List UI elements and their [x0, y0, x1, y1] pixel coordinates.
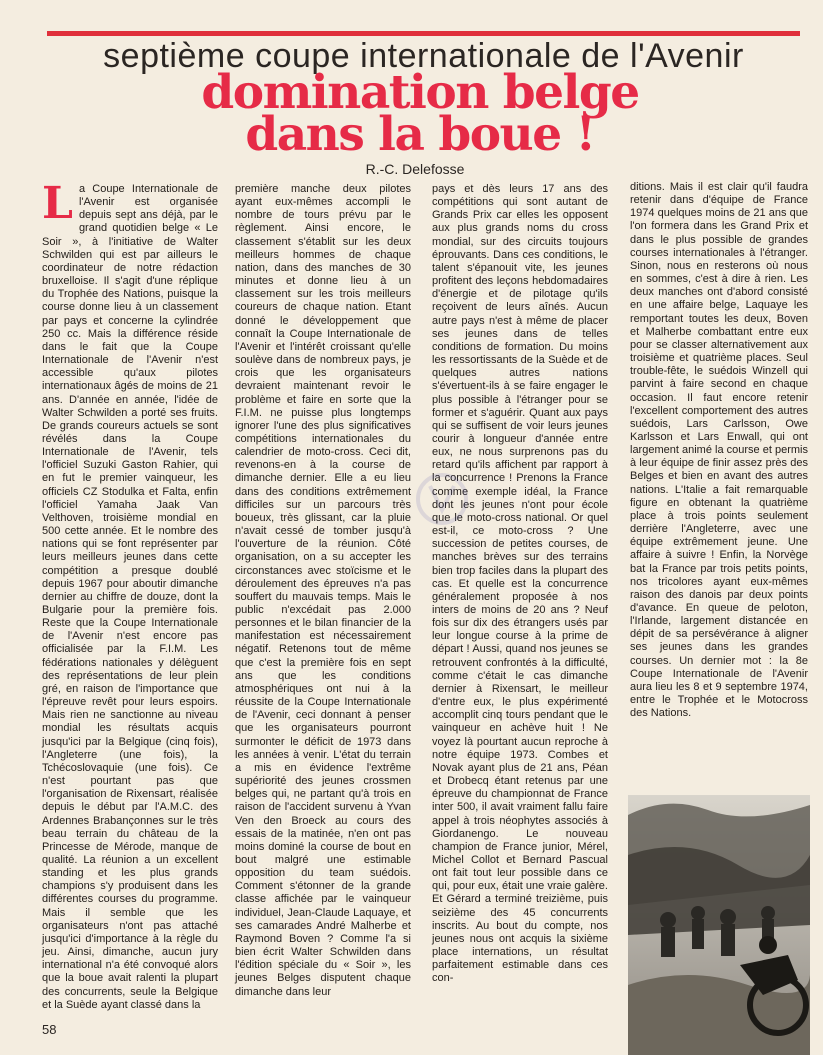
article-column-1: [42, 178, 218, 1012]
column-3-text: pays et dès leurs 17 ans des compétitions qui sont autant de Grands Prix car elles les opposent aux plus grands noms du cross mondial, sur des circuits toujours éprouvants. Dans ces conditions, le talent s'épanouit vite, les jeunes profitent des leçons hebdomadaires d'énergie et de pilotage qu'ils reçoivent de leurs aînés. Aucun autre pays n'est à même de placer ses jeunes dans de telles conditions de formation. Du moins les ressortissants de la Suède et de quelques autres nations s'évertuent-ils à se faire engager le plus possible à l'étranger pour se former et s'aguérir. Quant aux pays qui se suffisent de voir leurs jeunes courir à longueur d'année entre eux, ne nous surprenons pas du retard qu'ils affichent par rapport à la concurrence ! Prenons la France comme exemple idéal, la France dont les jeunes n'ont pour école que le moto-cross national. Or quel est-il, ce moto-cross ? Une succession de petites courses, de manches brèves sur des terrains bien trop faciles dans la plupart des cas. Et quelle est la concurrence généralement proposée à nos inters de moins de 20 ans ? Neuf fois sur dix des étrangers usés par leur longue course à la prime de départ ! Aussi, quand nos jeunes se retrouvent confrontés à la difficulté, comme c'était le cas dimanche dernier à Rixensart, le meilleur d'entre eux, le plus expérimenté accomplit cinq tours pendant que le vainqueur en achève huit ! Ne voyez là pourtant aucun reproche à notre équipe 1973. Combes et Novak ayant plus de 21 ans, Péan et Drobecq étant retenus par une épreuve du championnat de France inter 500, il avait vraiment fallu faire appel à trois néophytes associés à Giordanengo. Le nouveau champion de France junior, Mérel, Michel Collot et Bernard Pascual ont fait tout leur possible dans ce qui, pour eux, était une vraie galère. Et Gérard a terminé treizième, puis seizième des 45 concurrents inscrits. Au bout du compte, nos jeunes nous ont acquis la sixième place internations, un résultat parfaitement estimable dans ces con-: [432, 183, 608, 985]
article-column-2: [235, 183, 411, 999]
column-1-text: a Coupe Internationale de l'Avenir est organisée depuis sept ans déjà, par le grand quotidien belge « Le Soir », à l'initiative de Walter Schwilden qui est par ailleurs le coordinateur de notre rédaction bruxelloise. Il s'agit d'une réplique du Trophée des Nations, puisque la course donne lieu à un classement par pays et concerne la cylindrée 250 cc. Mais la différence réside dans le fait que la Coupe Internationale de l'Avenir n'est accessible qu'aux pilotes internationaux âgés de moins de 21 ans. D'année en année, l'idée de Walter Schwilden a porté ses fruits. De grands coureurs actuels se sont révélés dans la Coupe Internationale de l'Avenir, tels l'officiel Suzuki Gaston Rahier, qui en fut le premier vainqueur, les officiels CZ Stodulka et Falta, enfin l'officiel Yamaha Jaak Van Velthoven, troisième mondial en 500 cette année. Et le nombre des nations qui se font représenter par leurs meilleurs jeunes dans cette compétition a presque doublé depuis 1967 pour aboutir dimanche dernier au chiffre de douze, dont la Bulgarie pour la première fois. Reste que la Coupe Internationale de l'Avenir n'est encore pas officialisée par la F.I.M. Les fédérations nationales y délèguent des représentations de leur plein gré, en raison de l'importance que l'épreuve revêt pour leurs espoirs. Mais rien ne sanctionne au niveau mondial les résultats acquis jusqu'ici par la Belgique (cinq fois), l'Angleterre (une fois), la Tchécoslovaquie (une fois). Ce n'est pourtant pas que l'organisation de Rixensart, réalisée depuis le début par l'A.M.C. des Ardennes Brabançonnes sur le très beau terrain du château de la Princesse de Mérode, manque de qualité. La réunion a un excellent standing et les plus grands champions s'y produisent dans les différentes courses du programme. Mais il semble que les organisateurs n'ont pas attaché jusqu'ici d'importance à la règle du jeu. Ainsi, dimanche, aucun jury international n'a été convoqué alors que la boue avait ralenti la plupart des concurrents, seule la Belgique et la Suède ayant classé dans la: [42, 183, 218, 1011]
top-red-rule: [47, 31, 800, 36]
byline: R.-C. Delefosse: [365, 161, 465, 177]
headline-line-2: dans la boue !: [245, 107, 595, 162]
series-title: septième coupe internationale de l'Avenir: [103, 37, 744, 75]
column-4-text: ditions. Mais il est clair qu'il faudra retenir dans d'équipe de France 1974 quelques moins de 21 ans que l'on formera dans les Grand Prix et dans le plus possible de grandes courses internationales à l'étranger. Sinon, nous en resterons où nous en sommes, c'est à dire à rien. Les deux manches ont d'abord consisté en une affaire belge, Laquaye les remportant toutes les deux, Boven et Malherbe combattant entre eux pour se classer alternativement aux troisième et quatrième places. Seul trouble-fête, le suédois Winzell qui parvint à faire second en chaque occasion. Il faut encore retenir l'excellent comportement des autres suédois, Lars Carlsson, Owe Karlsson et Lars Enwall, qui ont largement animé la course et permis à leur équipe de finir assez près des Belges et bien en avant des autres nations. L'Italie a fait remarquable figure en obtenant la quatrième place à trois points seulement derrière l'Angleterre, avec une équipe extrêmement jeune. Une affaire à suivre ! Enfin, la Norvège bat la France par trois petits points, nos tricolores ayant eux-mêmes raison des danois par deux points d'avance. En queue de peloton, l'Irlande, largement distancée en dépit de sa persévérance à aligner ses jeunes dans les grandes courses. Un dernier mot : la 8e Coupe Internationale de l'Avenir aura lieu les 8 et 9 septembre 1974, entre le Trophée et le Motocross des Nations.: [630, 181, 808, 720]
motocross-photo: [628, 795, 810, 1055]
drop-cap: L: [42, 178, 73, 229]
headline-line-1: domination belge: [201, 65, 639, 120]
column-2-text: première manche deux pilotes ayant eux-mêmes accompli le nombre de tours prévu par le règlement. Ainsi encore, le classement s'établit sur les deux meilleurs hommes de chaque nation, dans des manches de 30 minutes et donne lieu à un classement sur les trois meilleurs coureurs de chaque nation. Etant donné le développement que connaît la Coupe Internationale de l'Avenir et l'intérêt croissant qu'elle soulève dans de nombreux pays, je crois que les organisateurs devraient maintenant revoir le problème et faire en sorte que la F.I.M. ne puisse plus longtemps ignorer l'une des plus significatives compétitions internationales du calendrier de moto-cross. Ceci dit, revenons-en à la course de dimanche dernier. Elle a eu lieu dans des conditions extrêmement difficiles sur un parcours très boueux, très glissant, car la pluie n'avait cessé de tomber jusqu'à l'ouverture de la réunion. Côté organisation, on a su accepter les circonstances avec stoïcisme et le déroulement des épreuves n'a pas souffert du mauvais temps. Mais le public n'excédait pas 2.000 personnes et le bilan financier de la manifestation est nécessairement négatif. Retenons tout de même que c'est la première fois en sept ans que les conditions atmosphériques ont nui à la réussite de la Coupe Internationale de l'Avenir, ceci donnant à penser que les organisateurs pourront surmonter le déficit de 1973 dans les années à venir. L'état du terrain a mis en évidence l'extrême supériorité des jeunes crossmen belges qui, ne partant qu'à trois en raison de l'accident survenu à Yvan Ven den Broeck au cours des essais de la matinée, n'en ont pas moins dominé la course de bout en bout malgré une estimable opposition du team suédois. Comment s'étonner de la grande classe affichée par le vainqueur individuel, Jean-Claude Laquaye, et ses camarades André Malherbe et Raymond Boven ? Comme l'a si bien écrit Walter Schwilden dans l'édition spéciale du « Soir », les jeunes Belges disputent chaque dimanche dans leur: [235, 183, 411, 998]
faded-stamp: [412, 470, 472, 528]
article-column-3: [432, 183, 608, 986]
article-column-4: [630, 181, 808, 720]
article-headline: [200, 65, 640, 162]
page-number: 58: [42, 1022, 57, 1037]
